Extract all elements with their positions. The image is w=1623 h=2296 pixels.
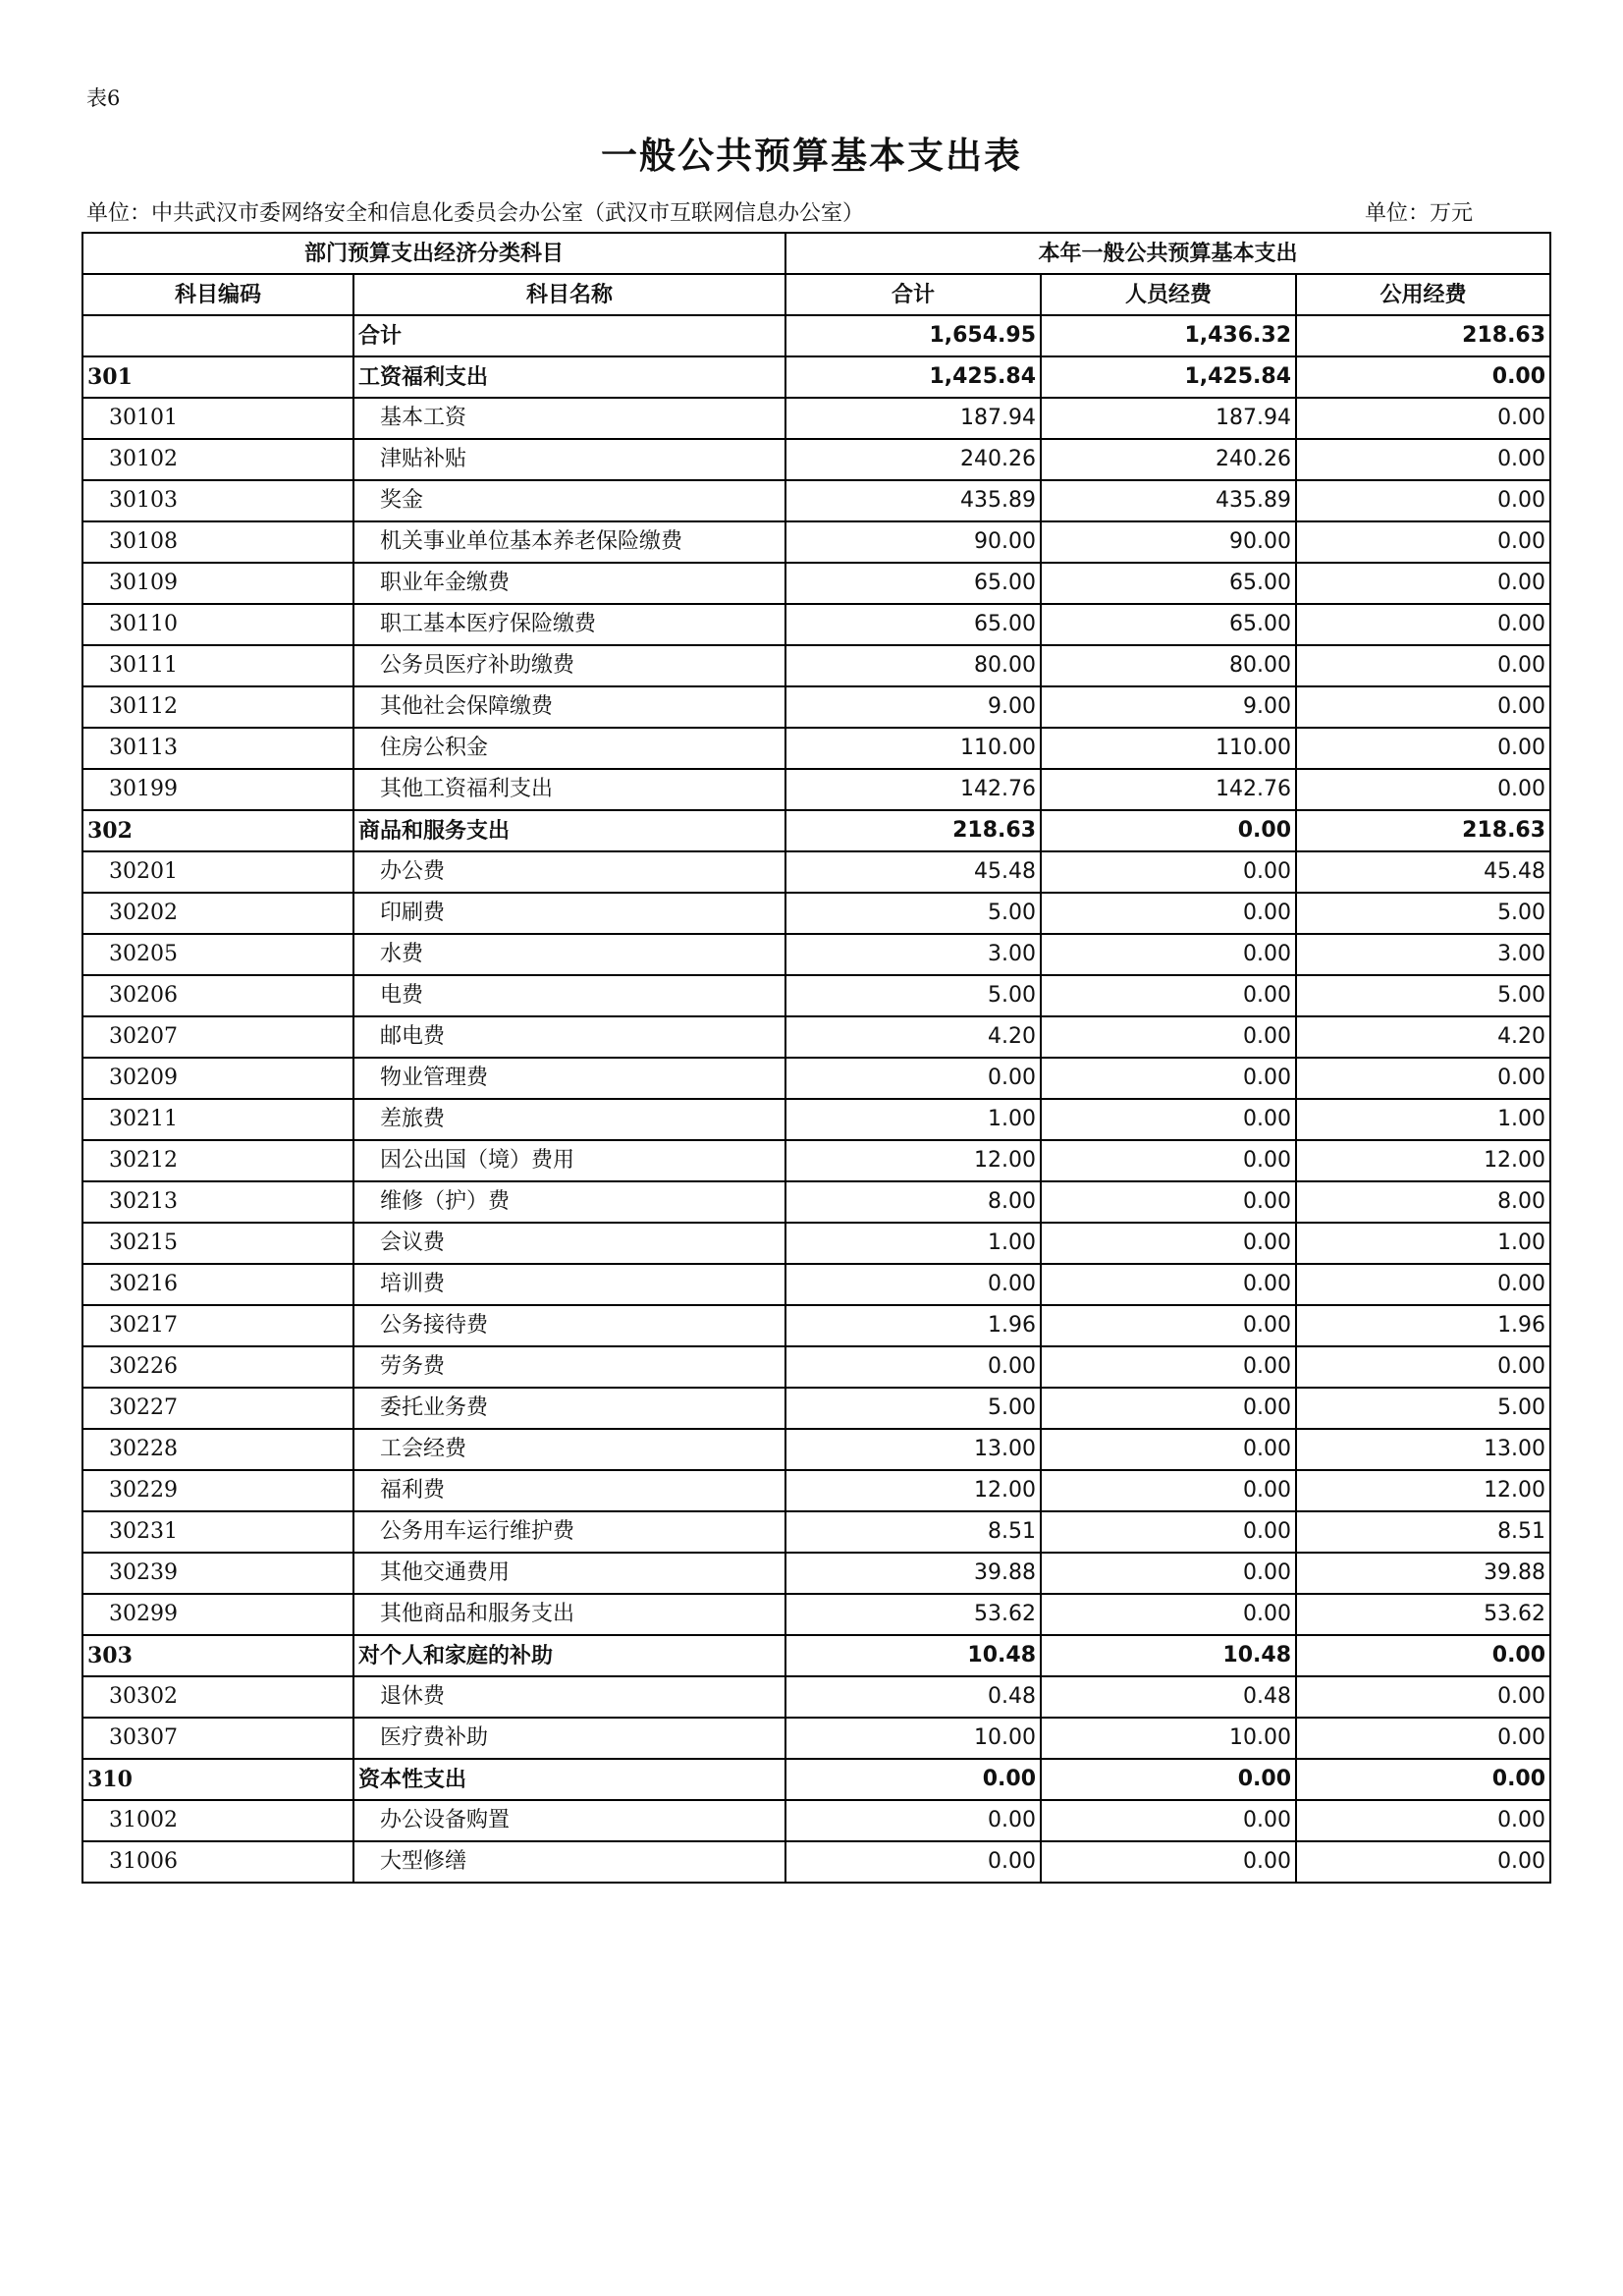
cell-code: 30307 [82, 1718, 353, 1759]
cell-code: 30108 [82, 521, 353, 563]
cell-name: 住房公积金 [353, 728, 785, 769]
table-row [82, 893, 1550, 934]
cell-public: 8.00 [1296, 1181, 1550, 1223]
table-row [82, 604, 1550, 645]
cell-personnel: 0.00 [1041, 1140, 1296, 1181]
cell-name: 公务接待费 [353, 1305, 785, 1346]
column-header-name: 科目名称 [353, 274, 785, 315]
cell-public: 0.00 [1296, 728, 1550, 769]
cell-personnel: 0.00 [1041, 1264, 1296, 1305]
table-row [82, 439, 1550, 480]
cell-name: 其他社会保障缴费 [353, 686, 785, 728]
unit-currency: 单位：万元 [1365, 201, 1474, 226]
cell-public: 1.96 [1296, 1305, 1550, 1346]
cell-public: 0.00 [1296, 398, 1550, 439]
table-row [82, 1429, 1550, 1470]
cell-code: 30215 [82, 1223, 353, 1264]
table-row [82, 521, 1550, 563]
cell-total: 65.00 [785, 563, 1041, 604]
table-row [82, 686, 1550, 728]
cell-public: 0.00 [1296, 439, 1550, 480]
cell-code: 30213 [82, 1181, 353, 1223]
cell-public: 4.20 [1296, 1016, 1550, 1058]
table-row [82, 480, 1550, 521]
column-header-total: 合计 [785, 274, 1041, 315]
cell-total: 65.00 [785, 604, 1041, 645]
cell-personnel: 0.00 [1041, 1388, 1296, 1429]
cell-code: 310 [82, 1759, 353, 1800]
cell-public: 0.00 [1296, 356, 1550, 398]
column-header-public: 公用经费 [1296, 274, 1550, 315]
cell-code: 30113 [82, 728, 353, 769]
cell-personnel: 9.00 [1041, 686, 1296, 728]
cell-code: 30112 [82, 686, 353, 728]
cell-code: 30217 [82, 1305, 353, 1346]
cell-personnel: 0.00 [1041, 1470, 1296, 1511]
table-row [82, 1511, 1550, 1553]
cell-public: 0.00 [1296, 1800, 1550, 1841]
table-row [82, 1140, 1550, 1181]
table-row [82, 728, 1550, 769]
cell-code: 31002 [82, 1800, 353, 1841]
cell-personnel: 10.48 [1041, 1635, 1296, 1676]
header-group-row [82, 233, 1550, 274]
cell-code: 30109 [82, 563, 353, 604]
cell-name: 会议费 [353, 1223, 785, 1264]
cell-public: 0.00 [1296, 1058, 1550, 1099]
cell-personnel: 0.00 [1041, 1016, 1296, 1058]
cell-public: 0.00 [1296, 645, 1550, 686]
cell-name: 因公出国（境）费用 [353, 1140, 785, 1181]
cell-personnel: 0.00 [1041, 1841, 1296, 1883]
cell-name: 办公设备购置 [353, 1800, 785, 1841]
cell-personnel: 0.00 [1041, 1181, 1296, 1223]
cell-total: 0.00 [785, 1264, 1041, 1305]
table-body [82, 315, 1550, 1883]
cell-name: 其他工资福利支出 [353, 769, 785, 810]
table-row [82, 1841, 1550, 1883]
cell-code: 30110 [82, 604, 353, 645]
cell-personnel: 0.00 [1041, 810, 1296, 851]
cell-public: 0.00 [1296, 769, 1550, 810]
table-row [82, 1759, 1550, 1800]
table-row [82, 1099, 1550, 1140]
cell-code: 30199 [82, 769, 353, 810]
header-group-left: 部门预算支出经济分类科目 [82, 233, 785, 274]
cell-name: 大型修缮 [353, 1841, 785, 1883]
cell-personnel: 0.00 [1041, 1058, 1296, 1099]
cell-personnel: 0.00 [1041, 1594, 1296, 1635]
cell-code: 30207 [82, 1016, 353, 1058]
cell-code: 30102 [82, 439, 353, 480]
cell-public: 0.00 [1296, 1635, 1550, 1676]
cell-code: 30206 [82, 975, 353, 1016]
cell-code: 30205 [82, 934, 353, 975]
table-row [82, 356, 1550, 398]
cell-name: 电费 [353, 975, 785, 1016]
cell-personnel: 65.00 [1041, 604, 1296, 645]
cell-public: 0.00 [1296, 1841, 1550, 1883]
cell-public: 8.51 [1296, 1511, 1550, 1553]
cell-code: 30211 [82, 1099, 353, 1140]
cell-name: 公务用车运行维护费 [353, 1511, 785, 1553]
cell-name: 机关事业单位基本养老保险缴费 [353, 521, 785, 563]
cell-code: 30299 [82, 1594, 353, 1635]
cell-total: 8.00 [785, 1181, 1041, 1223]
cell-code: 30227 [82, 1388, 353, 1429]
header-group-right: 本年一般公共预算基本支出 [785, 233, 1550, 274]
cell-total: 12.00 [785, 1140, 1041, 1181]
cell-code: 30228 [82, 1429, 353, 1470]
cell-personnel: 0.00 [1041, 934, 1296, 975]
cell-personnel: 187.94 [1041, 398, 1296, 439]
table-row [82, 1223, 1550, 1264]
cell-total: 1.96 [785, 1305, 1041, 1346]
cell-total: 187.94 [785, 398, 1041, 439]
cell-personnel: 240.26 [1041, 439, 1296, 480]
table-row [82, 1388, 1550, 1429]
cell-public: 0.00 [1296, 1264, 1550, 1305]
cell-public: 5.00 [1296, 893, 1550, 934]
cell-personnel: 65.00 [1041, 563, 1296, 604]
cell-public: 0.00 [1296, 604, 1550, 645]
cell-personnel: 80.00 [1041, 645, 1296, 686]
table-row [82, 1264, 1550, 1305]
cell-personnel: 0.00 [1041, 1099, 1296, 1140]
cell-public: 1.00 [1296, 1223, 1550, 1264]
cell-personnel: 0.00 [1041, 975, 1296, 1016]
column-header-code: 科目编码 [82, 274, 353, 315]
cell-name: 福利费 [353, 1470, 785, 1511]
expenditure-table [81, 232, 1551, 1884]
cell-name: 培训费 [353, 1264, 785, 1305]
cell-personnel: 142.76 [1041, 769, 1296, 810]
cell-total: 5.00 [785, 1388, 1041, 1429]
cell-personnel: 0.00 [1041, 1346, 1296, 1388]
cell-name: 印刷费 [353, 893, 785, 934]
cell-total: 0.00 [785, 1841, 1041, 1883]
cell-name: 其他交通费用 [353, 1553, 785, 1594]
cell-code: 30209 [82, 1058, 353, 1099]
table-row [82, 1594, 1550, 1635]
cell-total: 0.00 [785, 1759, 1041, 1800]
page-title: 一般公共预算基本支出表 [601, 134, 1022, 177]
cell-code: 30229 [82, 1470, 353, 1511]
cell-code: 30212 [82, 1140, 353, 1181]
cell-total: 5.00 [785, 893, 1041, 934]
cell-personnel: 0.00 [1041, 1759, 1296, 1800]
cell-code: 30111 [82, 645, 353, 686]
cell-code: 30101 [82, 398, 353, 439]
cell-name: 奖金 [353, 480, 785, 521]
cell-total: 1,425.84 [785, 356, 1041, 398]
cell-total: 10.48 [785, 1635, 1041, 1676]
table-row [82, 1676, 1550, 1718]
cell-code: 30302 [82, 1676, 353, 1718]
cell-name: 商品和服务支出 [353, 810, 785, 851]
table-row [82, 563, 1550, 604]
cell-name: 工会经费 [353, 1429, 785, 1470]
table-row [82, 1553, 1550, 1594]
cell-code: 30226 [82, 1346, 353, 1388]
cell-total: 13.00 [785, 1429, 1041, 1470]
cell-total: 0.48 [785, 1676, 1041, 1718]
cell-total: 53.62 [785, 1594, 1041, 1635]
table-row [82, 1346, 1550, 1388]
cell-personnel: 0.00 [1041, 1553, 1296, 1594]
cell-personnel: 435.89 [1041, 480, 1296, 521]
cell-name: 委托业务费 [353, 1388, 785, 1429]
table-row [82, 1181, 1550, 1223]
cell-total: 80.00 [785, 645, 1041, 686]
cell-code: 303 [82, 1635, 353, 1676]
cell-code: 30231 [82, 1511, 353, 1553]
cell-public: 0.00 [1296, 521, 1550, 563]
cell-total: 3.00 [785, 934, 1041, 975]
cell-name: 维修（护）费 [353, 1181, 785, 1223]
table-row [82, 851, 1550, 893]
cell-personnel: 0.00 [1041, 893, 1296, 934]
cell-code: 30202 [82, 893, 353, 934]
cell-public: 0.00 [1296, 1718, 1550, 1759]
cell-public: 39.88 [1296, 1553, 1550, 1594]
cell-name: 劳务费 [353, 1346, 785, 1388]
cell-name: 其他商品和服务支出 [353, 1594, 785, 1635]
table-row [82, 1305, 1550, 1346]
unit-organization: 单位：中共武汉市委网络安全和信息化委员会办公室（武汉市互联网信息办公室） [86, 201, 865, 226]
cell-personnel: 0.00 [1041, 1511, 1296, 1553]
cell-total: 12.00 [785, 1470, 1041, 1511]
cell-total: 5.00 [785, 975, 1041, 1016]
cell-total: 8.51 [785, 1511, 1041, 1553]
table-row [82, 1800, 1550, 1841]
table-row [82, 934, 1550, 975]
cell-public: 218.63 [1296, 810, 1550, 851]
table-row [82, 975, 1550, 1016]
table-row [82, 1058, 1550, 1099]
cell-code: 30239 [82, 1553, 353, 1594]
cell-name: 工资福利支出 [353, 356, 785, 398]
cell-name: 办公费 [353, 851, 785, 893]
cell-total: 1.00 [785, 1223, 1041, 1264]
cell-total: 142.76 [785, 769, 1041, 810]
cell-name: 退休费 [353, 1676, 785, 1718]
column-header-personnel: 人员经费 [1041, 274, 1296, 315]
cell-total: 218.63 [785, 810, 1041, 851]
cell-code: 31006 [82, 1841, 353, 1883]
table-row [82, 1718, 1550, 1759]
cell-name: 水费 [353, 934, 785, 975]
cell-name: 基本工资 [353, 398, 785, 439]
cell-total: 0.00 [785, 1346, 1041, 1388]
cell-total: 10.00 [785, 1718, 1041, 1759]
cell-public: 0.00 [1296, 1759, 1550, 1800]
cell-personnel: 0.48 [1041, 1676, 1296, 1718]
cell-public: 0.00 [1296, 686, 1550, 728]
cell-personnel: 0.00 [1041, 1800, 1296, 1841]
cell-name: 津贴补贴 [353, 439, 785, 480]
cell-total: 110.00 [785, 728, 1041, 769]
cell-code: 30103 [82, 480, 353, 521]
cell-name: 职业年金缴费 [353, 563, 785, 604]
cell-public: 1.00 [1296, 1099, 1550, 1140]
cell-total: 39.88 [785, 1553, 1041, 1594]
cell-total: 1,654.95 [785, 315, 1041, 356]
cell-name: 资本性支出 [353, 1759, 785, 1800]
cell-code: 302 [82, 810, 353, 851]
table-row [82, 1470, 1550, 1511]
cell-name: 医疗费补助 [353, 1718, 785, 1759]
cell-personnel: 1,436.32 [1041, 315, 1296, 356]
table-number-label: 表6 [86, 86, 121, 110]
cell-personnel: 10.00 [1041, 1718, 1296, 1759]
cell-personnel: 90.00 [1041, 521, 1296, 563]
cell-total: 240.26 [785, 439, 1041, 480]
header-column-row [82, 274, 1550, 315]
table-row [82, 1016, 1550, 1058]
cell-personnel: 0.00 [1041, 1429, 1296, 1470]
cell-code: 30216 [82, 1264, 353, 1305]
cell-total: 0.00 [785, 1800, 1041, 1841]
cell-public: 0.00 [1296, 480, 1550, 521]
cell-total: 4.20 [785, 1016, 1041, 1058]
cell-public: 12.00 [1296, 1140, 1550, 1181]
table-row [82, 645, 1550, 686]
cell-public: 5.00 [1296, 975, 1550, 1016]
cell-name: 物业管理费 [353, 1058, 785, 1099]
cell-total: 0.00 [785, 1058, 1041, 1099]
cell-public: 0.00 [1296, 1676, 1550, 1718]
table-row [82, 810, 1550, 851]
table-row [82, 315, 1550, 356]
cell-public: 218.63 [1296, 315, 1550, 356]
cell-code: 301 [82, 356, 353, 398]
cell-public: 0.00 [1296, 1346, 1550, 1388]
cell-name: 职工基本医疗保险缴费 [353, 604, 785, 645]
cell-public: 53.62 [1296, 1594, 1550, 1635]
cell-personnel: 1,425.84 [1041, 356, 1296, 398]
cell-name: 合计 [353, 315, 785, 356]
cell-total: 9.00 [785, 686, 1041, 728]
cell-total: 90.00 [785, 521, 1041, 563]
cell-personnel: 110.00 [1041, 728, 1296, 769]
cell-personnel: 0.00 [1041, 1223, 1296, 1264]
cell-total: 435.89 [785, 480, 1041, 521]
cell-public: 5.00 [1296, 1388, 1550, 1429]
cell-code [82, 315, 353, 356]
table-row [82, 769, 1550, 810]
table-row [82, 398, 1550, 439]
table-row [82, 1635, 1550, 1676]
cell-public: 0.00 [1296, 563, 1550, 604]
cell-personnel: 0.00 [1041, 851, 1296, 893]
cell-total: 1.00 [785, 1099, 1041, 1140]
cell-personnel: 0.00 [1041, 1305, 1296, 1346]
cell-public: 45.48 [1296, 851, 1550, 893]
cell-public: 13.00 [1296, 1429, 1550, 1470]
cell-code: 30201 [82, 851, 353, 893]
cell-total: 45.48 [785, 851, 1041, 893]
cell-public: 3.00 [1296, 934, 1550, 975]
cell-name: 对个人和家庭的补助 [353, 1635, 785, 1676]
cell-name: 邮电费 [353, 1016, 785, 1058]
cell-name: 差旅费 [353, 1099, 785, 1140]
cell-name: 公务员医疗补助缴费 [353, 645, 785, 686]
cell-public: 12.00 [1296, 1470, 1550, 1511]
